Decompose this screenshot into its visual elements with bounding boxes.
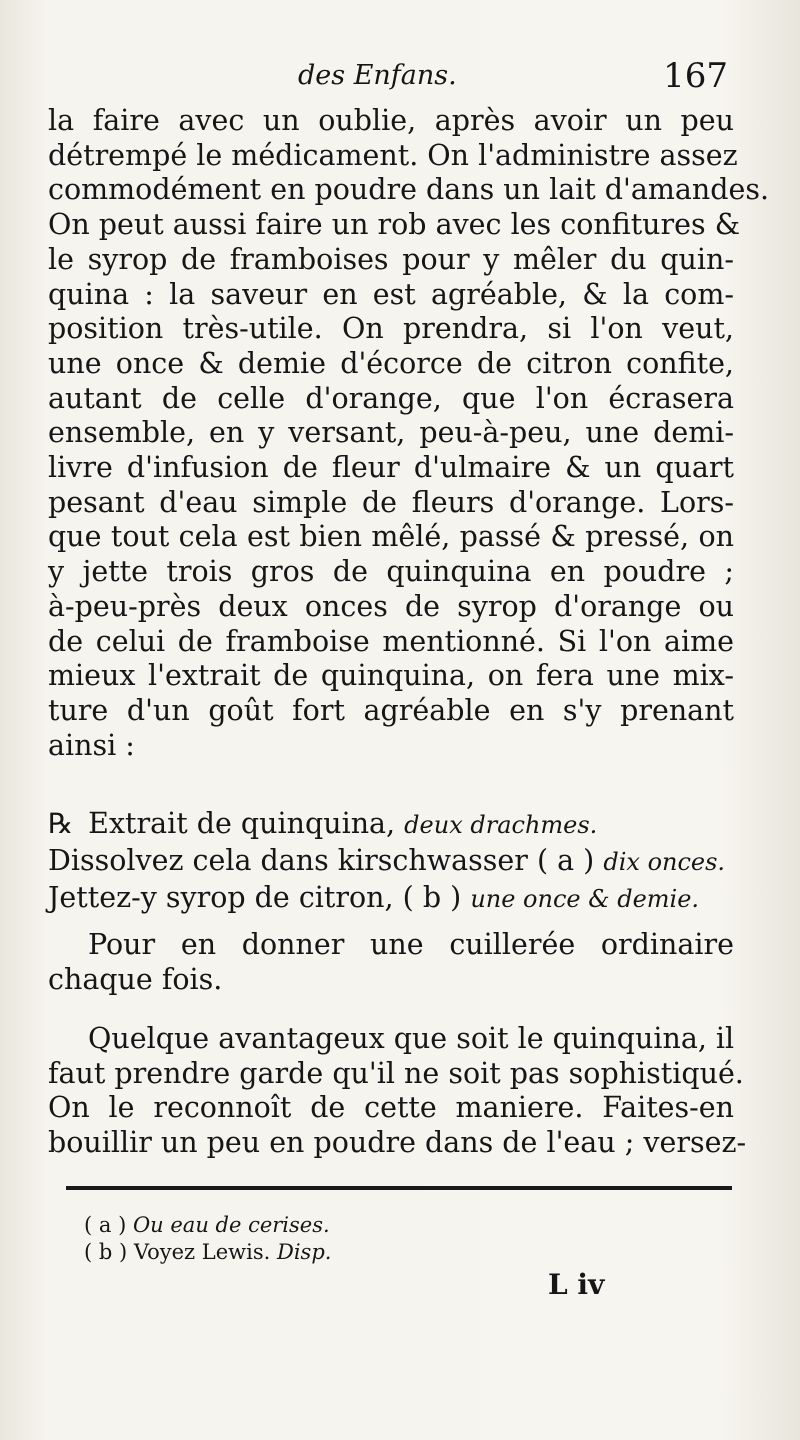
text-line: bouillir un peu en poudre dans de l'eau ; versez- — [48, 1126, 747, 1160]
paragraph-dosage — [48, 928, 734, 997]
recipe-block — [48, 806, 738, 917]
text-line: le syrop de framboises pour y mêler du quin- — [48, 242, 734, 276]
text-line: la faire avec un oublie, après avoir un peu — [48, 104, 734, 137]
footnote-rule — [66, 1186, 732, 1190]
text-line: autant de celle d'orange, que l'on écrasera — [48, 381, 734, 415]
recipe-line — [48, 880, 738, 917]
text-line: Pour en donner une cuillerée ordinaire — [88, 928, 734, 961]
paragraph-main — [48, 104, 770, 763]
text-line: à-peu-près deux onces de syrop d'orange ou — [48, 589, 734, 623]
recipe-amount: dix onces. — [603, 848, 726, 876]
text-line: commodément en poudre dans un lait d'amandes. — [48, 173, 770, 207]
text-line: faut prendre garde qu'il ne soit pas sophistiqué. — [48, 1056, 744, 1090]
text-line: pesant d'eau simple de fleurs d'orange. Lors- — [48, 485, 734, 519]
footnote-marker: ( a ) — [84, 1213, 127, 1237]
footnote-text: Voyez Lewis. — [133, 1240, 271, 1264]
footnote-b — [84, 1239, 704, 1266]
paragraph-warning — [48, 1022, 747, 1161]
text-line: position très-utile. On prendra, si l'on veut, — [48, 312, 734, 346]
footnote-marker: ( b ) — [84, 1240, 128, 1264]
text-line: chaque fois. — [48, 962, 223, 996]
text-line: ensemble, en y versant, peu-à-peu, une demi- — [48, 416, 734, 450]
text-line: détrempé le médicament. On l'administre assez — [48, 138, 738, 172]
recipe-ingredient: Jettez-y syrop de citron, ( b ) — [48, 881, 462, 914]
running-head: des Enfans. — [298, 60, 457, 91]
page-header — [48, 56, 728, 104]
text-line: ainsi : — [48, 728, 135, 762]
recipe-symbol: ℞ — [48, 807, 74, 840]
recipe-ingredient: Extrait de quinquina, — [88, 807, 396, 840]
text-line: de celui de framboise mentionné. Si l'on aime — [48, 624, 734, 658]
text-line: On peut aussi faire un rob avec les confitures & — [48, 208, 741, 242]
text-line: livre d'infusion de fleur d'ulmaire & un quart — [48, 451, 734, 485]
footnotes — [84, 1212, 704, 1266]
page-number: 167 — [663, 56, 728, 96]
recipe-amount: une once & demie. — [470, 885, 700, 913]
text-line: une once & demie d'écorce de citron confite, — [48, 346, 734, 380]
text-line: quina : la saveur en est agréable, & la com- — [48, 277, 734, 311]
signature-mark: L iv — [548, 1268, 605, 1301]
text-line: On le reconnoît de cette maniere. Faites-en — [48, 1091, 734, 1125]
recipe-ingredient: Dissolvez cela dans kirschwasser ( a ) — [48, 844, 595, 877]
text-line: que tout cela est bien mêlé, passé & pressé, on — [48, 520, 734, 554]
recipe-line — [48, 806, 738, 843]
recipe-amount: deux drachmes. — [404, 811, 598, 839]
footnote-abbrev: Disp. — [277, 1240, 332, 1264]
text-line: Quelque avantageux que soit le quinquina, il — [88, 1022, 735, 1055]
footnote-text: Ou eau de cerises. — [132, 1213, 330, 1237]
recipe-line — [48, 843, 738, 880]
footnote-a — [84, 1212, 704, 1239]
text-line: mieux l'extrait de quinquina, on fera une mix- — [48, 659, 734, 693]
text-line: ture d'un goût fort agréable en s'y prenant — [48, 693, 734, 727]
text-line: y jette trois gros de quinquina en poudre ; — [48, 555, 734, 589]
